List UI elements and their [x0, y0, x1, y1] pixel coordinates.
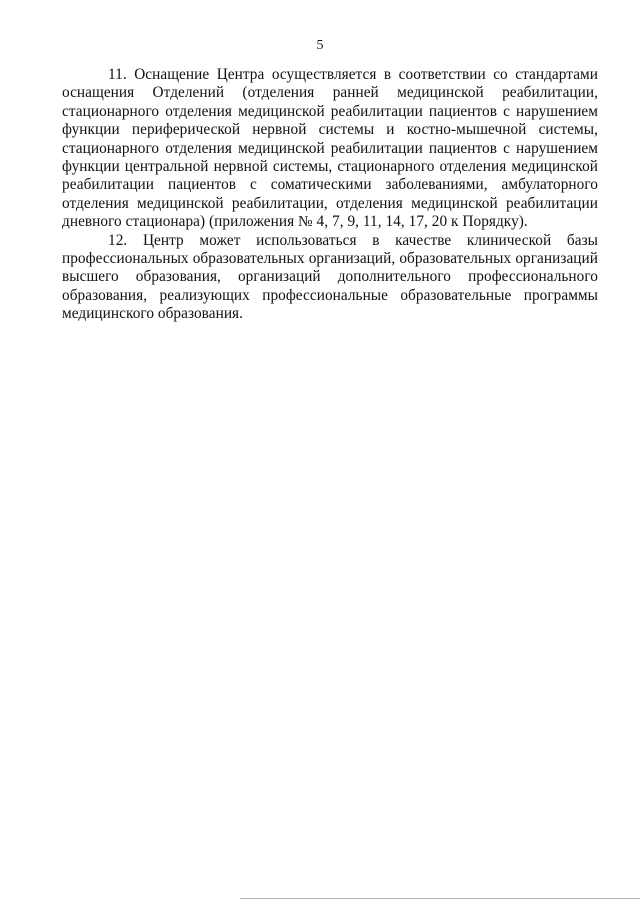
- scan-edge-line: [240, 898, 640, 899]
- paragraph-12: 12. Центр может использоваться в качестве клинической базы профессиональных образовательных организаций, образовательных организаций высшего образования, организаций дополнительного профессионального образования, реализующих профессиональные образовательные программы медицинского образования.: [62, 231, 598, 323]
- document-body: [62, 66, 598, 324]
- paragraph-11: 11. Оснащение Центра осуществляется в соответствии со стандартами оснащения Отделений (отделения ранней медицинской реабилитации, стационарного отделения медицинской реабилитации пациентов с нарушением функции периферической нервной системы и костно-мышечной системы, стационарного отделения медицинской реабилитации пациентов с нарушением функции центральной нервной системы, стационарного отделения медицинской реабилитации пациентов с соматическими заболеваниями, амбулаторного отделения медицинской реабилитации, отделения медицинской реабилитации дневного стационара) (приложения № 4, 7, 9, 11, 14, 17, 20 к Порядку).: [62, 66, 598, 231]
- page-number: 5: [316, 38, 324, 53]
